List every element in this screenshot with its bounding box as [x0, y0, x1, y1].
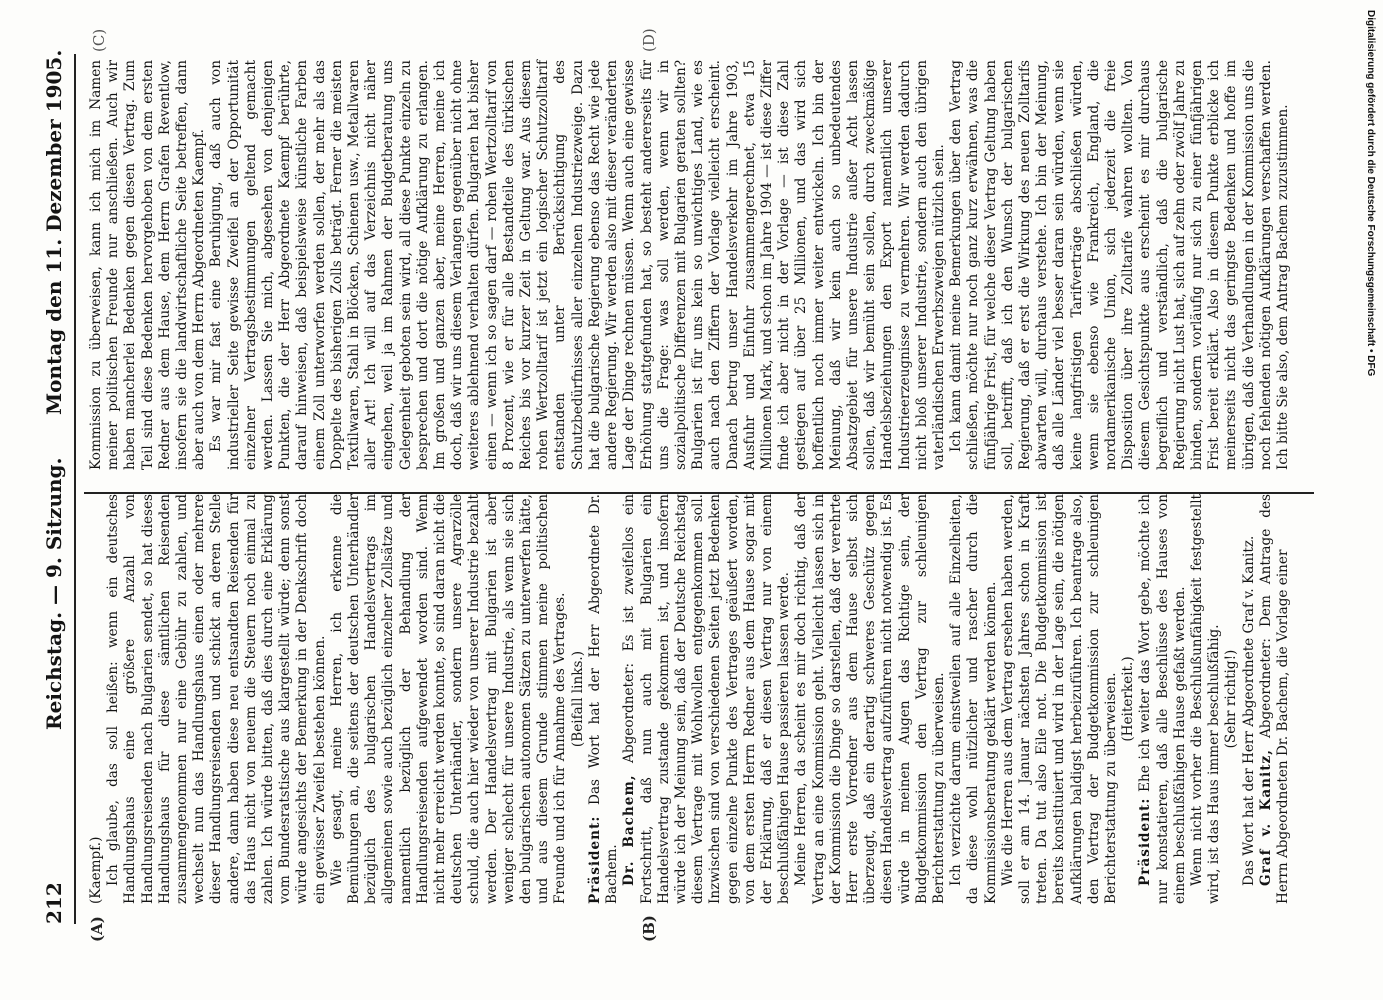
- applause-note: (Heiterkeit.): [1120, 656, 1137, 742]
- president-statement: [587, 494, 621, 904]
- statement-text: Es ist zweifellos ein Fortschritt, daß nun auch mit Bulgarien ein Handelsvertrag zustande gekommen ist, und insofern würde ich der Meinung sein, daß der Deutsche Reichstag diesem Vertrage mit Wohlwollen entgegenkommen soll. Inzwischen sind von verschiedenen Seiten jetzt Bedenken gegen einzelne Punkte des Vertrages geäußert worden, von dem ersten Herrn Redner aus dem Hause sogar mit der Erklärung, daß er diesen Vertrag nur von einem beschlußfähigen Hause passieren lassen werde.: [621, 493, 793, 904]
- running-header-right: Montag den 11. Dezember 1905.: [42, 49, 66, 415]
- paragraph: Ich glaube, das soll heißen: wenn ein deutsches Handlungshaus eine größere Anzahl von Handlungsreisenden nach Bulgarien sendet, so hat dieses Handlungshaus für diese sämtlichen Reisenden zusammengenommen nur eine Gebühr zu zahlen, und wechselt nun das Handlungshaus einen oder mehrere dieser Handlungsreisenden und schickt an deren Stelle andere, dann haben diese neu entsandten Reisenden für das Haus nicht von neuem die Steuern noch einmal zu zahlen. Ich würde bitten, daß dies durch eine Erklärung vom Bundesratstische aus klargestellt würde; denn sonst würde angesichts der Bemerkung in der Denkschrift doch ein gewisser Zweifel bestehen können.: [105, 494, 328, 904]
- margin-mark-b: (B): [640, 915, 658, 942]
- speaker-role: Abgeordneter:: [621, 662, 638, 763]
- paragraph: Kommission zu überweisen, kann ich mich im Namen meiner politischen Freunde nur anschließen. Auch wir haben mancherlei Bedenken gegen diesen Vertrag. Zum Teil sind diese Bedenken hervorgehoben von dem ersten Redner aus dem Hause, dem Herrn Grafen Reventlow, insofern sie die landwirtschaftliche Seite betreffen, dann aber auch von dem Herrn Abgeordneten Kaempf.: [88, 60, 208, 470]
- paragraph: Das Wort hat der Herr Abgeordnete Graf v. Kanitz.: [1240, 535, 1257, 886]
- speaker-label: Präsident:: [1137, 797, 1154, 886]
- paragraph: Wie die Herren aus dem Vertrag ersehen haben werden, soll er am 14. Januar nächsten Jahres schon in Kraft treten. Da tut also Eile not. Die Budgetkommission ist bereits konstituiert und wird in der Lage sein, die nötigen Aufklärungen baldigst herbeizuführen. Ich beantrage also, den Vertrag der Budgetkommission zur schleunigen Berichterstattung zu überweisen.: [999, 494, 1119, 904]
- speech-intro: [621, 494, 793, 904]
- statement-text: Das Wort hat der Herr Abgeordnete Dr. Bachem.: [586, 493, 621, 904]
- statement-text: Ehe ich weiter das Wort gebe, möchte ich nur konstatieren, daß alle Beschlüsse des Hauses von einem beschlußfähigen Hause gefaßt werden.: [1137, 494, 1188, 904]
- page-number: 212: [42, 882, 66, 924]
- speaker-label: Dr. Bachem,: [621, 774, 638, 886]
- digitization-credit: [1354, 10, 1380, 990]
- header-rule: [74, 54, 76, 924]
- left-column: [88, 494, 1292, 904]
- speaker-role: Abgeordneter:: [1257, 638, 1274, 739]
- speaker-label: Präsident:: [586, 815, 603, 904]
- margin-mark-d: (D): [640, 28, 658, 52]
- paragraph: Meine Herren, da scheint es mir doch richtig, daß der Vertrag an eine Kommission geht. Vielleicht lassen sich in der Kommission die Dinge so darstellen, daß der verehrte Herr erste Vorredner aus dem Hause selbst sich überzeugt, daß ein derartig schweres Geschütz gegen diesen Handelsvertrag aufzuführen nicht notwendig ist. Es würde in meinen Augen das Richtige sein, der Budgetkommission den Vertrag zur schleunigen Berichterstattung zu überweisen.: [793, 494, 947, 904]
- margin-mark-c: (C): [90, 28, 108, 52]
- paragraph: Wie gesagt, meine Herren, ich erkenne die Bemühungen an, die seitens der deutschen Unterhändler bezüglich des bulgarischen Handelsvertrags im allgemeinen sowie auch bezüglich einzelner Zollsätze und namentlich bezüglich der Behandlung der Handlungsreisenden aufgewendet worden sind. Wenn nicht mehr erreicht werden konnte, so sind daran nicht die deutschen Unterhändler, sondern unsere Agrarzölle schuld, die auch hier wieder von unserer Industrie bezahlt werden. Der Handelsvertrag mit Bulgarien ist aber weniger schlecht für unsere Industrie, als wenn sie sich den bulgarischen autonomen Sätzen zu unterwerfen hätte, und aus diesem Grunde stimmen meine politischen Freunde und ich für Annahme des Vertrages.: [328, 494, 569, 904]
- speech-intro: [1258, 494, 1292, 904]
- credit-text: Digitalisierung gefördert durch die Deutsche Forschungsgemeinschaft • DFG: [1365, 10, 1376, 377]
- paragraph: Es war mir fast eine Beruhigung, daß auch von industrieller Seite gewisse Zweifel an der Opportunität einzelner Vertragsbestimmungen geltend gemacht werden. Lassen Sie mich, abgesehen von denjenigen Punkten, die der Herr Abgeordnete Kaempf berührte, darauf hinweisen, daß beispielsweise künstliche Farben einem Zoll unterworfen werden sollen, der mehr als das Doppelte des bisherigen Zolls beträgt. Ferner die meisten Textilwaren, Stahl in Blöcken, Schienen usw., Metallwaren aller Art! Ich will auf das Verzeichnis nicht näher eingehen, weil ja im Rahmen der Budgetberatung uns Gelegenheit geboten sein wird, all diese Punkte einzeln zu besprechen und dort die nötige Aufklärung zu erlangen. Im großen und ganzen aber, meine Herren, meine ich doch, daß wir uns diesem Verlangen gegenüber nicht ohne weiteres ablehnend verhalten dürfen. Bulgarien hat bisher einen — wenn ich so sagen darf — rohen Wertzolltarif von 8 Prozent, wie er für alle Bestandteile des türkischen Reiches bis vor kurzer Zeit in Geltung war. Aus diesem rohen Wertzolltarif ist jetzt ein logischer Schutzzolltarif entstanden unter Berücksichtigung des Schutzbedürfnisses aller einzelnen Industriezweige. Dazu hat die bulgarische Regierung ebenso das Recht wie jede andere Regierung. Wir werden also mit dieser veränderten Lage der Dinge rechnen müssen. Wenn auch eine gewisse Erhöhung stattgefunden hat, so besteht andererseits für uns die Frage: was soll werden, wenn wir in sozialpolitische Differenzen mit Bulgarien geraten sollten? Bulgarien ist für uns kein so unwichtiges Land, wie es auch nach den Ziffern der Vorlage vielleicht erscheint. Danach betrug unser Handelsverkehr im Jahre 1903, Ausfuhr und Einfuhr zusammengerechnet, etwa 15 Millionen Mark, und schon im Jahre 1904 — ist diese Ziffer finde ich aber nicht in der Vorlage — ist diese Zahl gestiegen auf über 25 Millionen, und das wird sich hoffentlich noch immer weiter entwickeln. Ich bin der Meinung, daß wir kein auch so unbedeutendes Absatzgebiet für unsere Industrie außer Acht lassen sollen, daß wir bemüht sein sollen, durch zweckmäßige Handelsbeziehungen den Export namentlich unserer Industrieerzeugnisse zu vermehren. Wir werden dadurch nicht bloß unserer Industrie, sondern auch den übrigen vaterländischen Erwerbszweigen nützlich sein.: [208, 60, 947, 470]
- speaker-tag: (Kaempf.): [88, 836, 104, 904]
- running-header-left: Reichstag. — 9. Sitzung.: [42, 457, 66, 730]
- statement-text: Dem Antrage des Herrn Abgeordneten Dr. Bachem, die Vorlage einer: [1257, 494, 1292, 904]
- paragraph: Ich verzichte darum einstweilen auf alle Einzelheiten, da diese wohl nützlicher und rascher durch die Kommissionsberatung geklärt werden können.: [948, 494, 999, 904]
- applause-note: (Sehr richtig!): [1223, 649, 1240, 749]
- president-statement: [1137, 494, 1189, 904]
- speaker-label: Graf v. Kanitz,: [1257, 749, 1274, 886]
- applause-note: (Beifall links.): [569, 650, 586, 748]
- margin-mark-a: (A): [88, 916, 106, 942]
- paragraph: Ich kann damit meine Bemerkungen über den Vertrag schließen, möchte nur noch ganz kurz erwähnen, was die fünfjährige Frist, für welche dieser Vertrag Geltung haben soll, betrifft, daß ich den Wunsch der bulgarischen Regierung, daß er erst die Wirkung des neuen Zolltarifs abwarten will, durchaus verstehe. Ich bin der Meinung, daß alle Länder viel besser daran sein würden, wenn sie keine langfristigen Tarifverträge abschließen würden, wenn sie ebenso wie Frankreich, England, die nordamerikanische Union, sich jederzeit die freie Disposition über ihre Zolltarife wahren wollten. Von diesem Gesichtspunkte aus erscheint es mir durchaus begreiflich und verständlich, daß die bulgarische Regierung nicht Lust hat, sich auf zehn oder zwölf Jahre zu binden, sondern vorläufig nur sich zu einer fünfjährigen Frist bereit erklärt. Also in diesem Punkte erblicke ich meinerseits nicht das geringste Bedenken und hoffe im übrigen, daß die Verhandlungen in der Kommission uns die noch fehlenden nötigen Aufklärungen verschaffen werden. Ich bitte Sie also, dem Antrag Bachem zuzustimmen.: [948, 60, 1292, 470]
- right-column: [88, 60, 1292, 470]
- paragraph: Wenn nicht vorher die Beschlußunfähigkeit festgestellt wird, ist das Haus immer beschlußfähig.: [1189, 494, 1223, 904]
